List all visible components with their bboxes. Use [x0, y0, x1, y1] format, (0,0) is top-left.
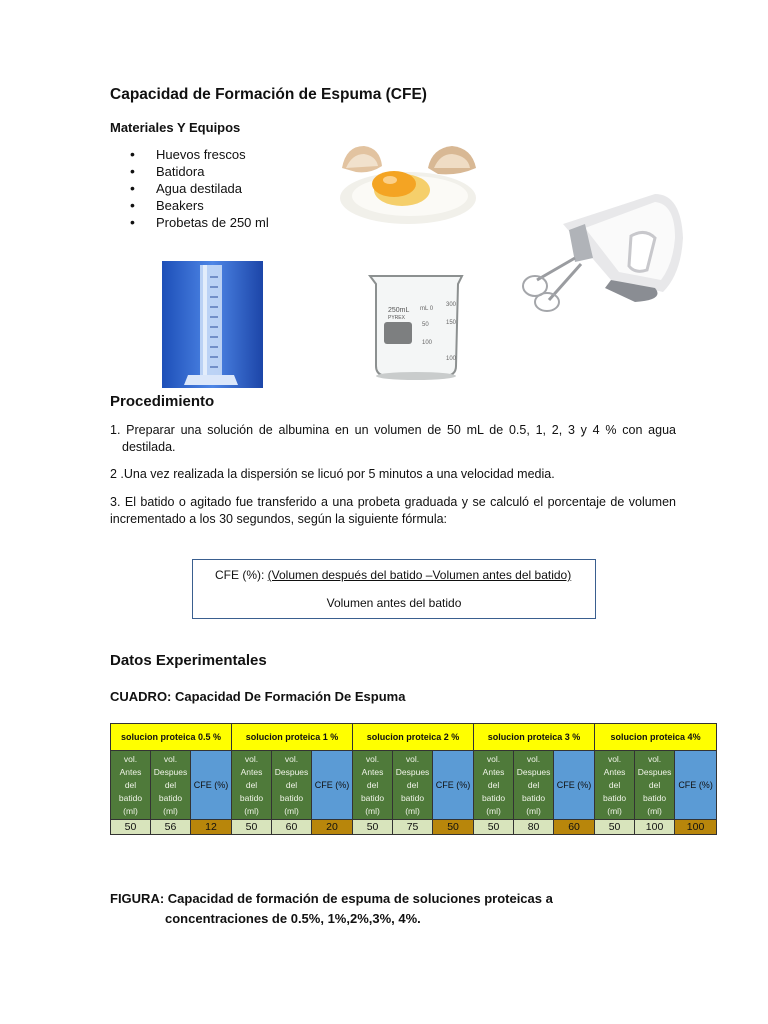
cell-antes: 50 — [353, 820, 393, 835]
beaker-mark: mL 0 — [420, 306, 434, 312]
subheader-cfe: CFE (%) — [554, 751, 595, 820]
formula-denominator: Volumen antes del batido — [326, 596, 462, 610]
cell-antes: 50 — [232, 820, 272, 835]
group-header: solucion proteica 4% — [595, 724, 717, 751]
beaker-label: 250mL — [388, 307, 410, 314]
cell-cfe: 12 — [191, 820, 232, 835]
subheader-despues: vol. Despues del batido (ml) — [635, 751, 675, 820]
data-table — [110, 723, 717, 835]
subheader-despues: vol. Despues del batido (ml) — [272, 751, 312, 820]
cell-antes: 50 — [111, 820, 151, 835]
page-title: Capacidad de Formación de Espuma (CFE) — [110, 86, 427, 103]
subheader-antes: vol. Antes del batido (ml) — [474, 751, 514, 820]
table-subheader-row — [111, 751, 717, 820]
beaker-mark: 300 — [446, 302, 457, 308]
subheader-despues: vol. Despues del batido (ml) — [514, 751, 554, 820]
subheader-antes: vol. Antes del batido (ml) — [232, 751, 272, 820]
cell-cfe: 50 — [433, 820, 474, 835]
table-row — [111, 820, 717, 835]
group-header: solucion proteica 2 % — [353, 724, 474, 751]
cell-antes: 50 — [474, 820, 514, 835]
beaker-mark: 100 — [422, 340, 433, 346]
beaker-mark: 50 — [422, 322, 429, 328]
subheader-cfe: CFE (%) — [191, 751, 232, 820]
beaker-image — [364, 272, 468, 382]
data-heading: Datos Experimentales — [110, 652, 267, 669]
group-header: solucion proteica 3 % — [474, 724, 595, 751]
list-item: • Agua destilada — [110, 180, 269, 197]
table-header-row — [111, 724, 717, 751]
cell-cfe: 20 — [312, 820, 353, 835]
procedure-heading: Procedimiento — [110, 393, 215, 410]
materials-list — [110, 146, 269, 231]
subheader-antes: vol. Antes del batido (ml) — [111, 751, 151, 820]
formula-numerator-line — [215, 568, 571, 582]
list-item: • Batidora — [110, 163, 269, 180]
figure-caption-line-2: concentraciones de 0.5%, 1%,2%,3%, 4%. — [165, 911, 421, 926]
materials-heading: Materiales Y Equipos — [110, 120, 241, 135]
beaker-brand: PYREX — [388, 315, 405, 321]
subheader-despues: vol. Despues del batido (ml) — [151, 751, 191, 820]
procedure-step-2: 2 .Una vez realizada la dispersión se licuó por 5 minutos a una velocidad media. — [110, 467, 555, 481]
figure-caption-line-1: FIGURA: Capacidad de formación de espuma de soluciones proteicas a — [110, 891, 553, 906]
beaker-mark: 150 — [446, 320, 457, 326]
subheader-antes: vol. Antes del batido (ml) — [353, 751, 393, 820]
table-title: CUADRO: Capacidad De Formación De Espuma — [110, 689, 406, 704]
group-header: solucion proteica 0.5 % — [111, 724, 232, 751]
cell-despues: 75 — [393, 820, 433, 835]
procedure-step-1 — [110, 422, 676, 456]
subheader-cfe: CFE (%) — [312, 751, 353, 820]
hand-mixer-image — [515, 188, 687, 314]
cell-despues: 60 — [272, 820, 312, 835]
beaker-mark: 100 — [446, 356, 457, 362]
formula-prefix: CFE (%): — [215, 568, 268, 582]
cell-cfe: 60 — [554, 820, 595, 835]
graduated-cylinder-image — [162, 261, 263, 388]
procedure-step-1-text: 1. Preparar una solución de albumina en un volumen de 50 mL de 0.5, 1, 2, 3 y 4 % con agua destilada. — [110, 423, 676, 454]
subheader-despues: vol. Despues del batido (ml) — [393, 751, 433, 820]
cell-despues: 100 — [635, 820, 675, 835]
cell-despues: 80 — [514, 820, 554, 835]
subheader-cfe: CFE (%) — [433, 751, 474, 820]
cell-antes: 50 — [595, 820, 635, 835]
formula-numerator: (Volumen después del batido –Volumen antes del batido) — [267, 568, 572, 582]
list-item: • Beakers — [110, 197, 269, 214]
egg-image — [330, 140, 490, 232]
cell-despues: 56 — [151, 820, 191, 835]
procedure-step-3: 3. El batido o agitado fue transferido a una probeta graduada y se calculó el porcentaje de volumen incrementado a los 30 segundos, según la siguiente fórmula: — [110, 495, 676, 526]
cell-cfe: 100 — [675, 820, 717, 835]
list-item: • Probetas de 250 ml — [110, 214, 269, 231]
subheader-antes: vol. Antes del batido (ml) — [595, 751, 635, 820]
list-item: • Huevos frescos — [110, 146, 269, 163]
formula-box — [192, 559, 596, 619]
group-header: solucion proteica 1 % — [232, 724, 353, 751]
subheader-cfe: CFE (%) — [675, 751, 717, 820]
